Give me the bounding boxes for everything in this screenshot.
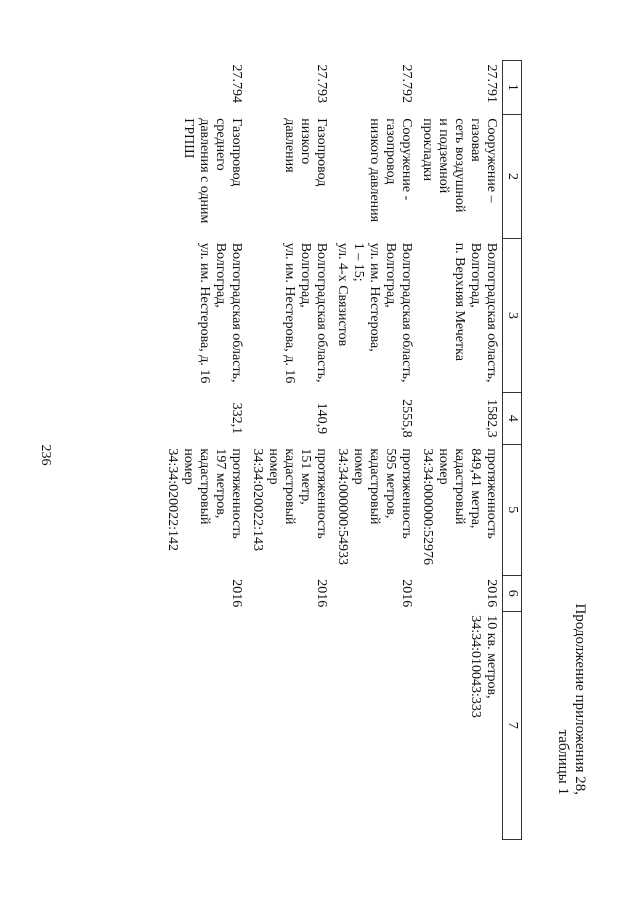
- row-number: 27.792: [399, 64, 414, 103]
- object-address: Волгоградская область, Волгоград, ул. им. Нестерова, д. 16: [197, 242, 244, 384]
- object-extra: 10 кв. метров, 34:34:010043:333: [468, 615, 499, 718]
- object-name: Сооружение - газопровод низкого давления: [367, 118, 414, 223]
- object-extra: [332, 611, 417, 839]
- column-number: 2: [503, 114, 522, 238]
- object-name: Газопровод среднего давления с одним ГРПШ: [181, 118, 244, 224]
- column-number: 5: [503, 444, 522, 575]
- row-number: 27.791: [484, 64, 499, 103]
- object-address: Волгоградская область, Волгоград, ул. им. Нестерова, д. 16: [282, 242, 329, 384]
- object-details: протяженность 849,41 метра, кадастровый номер 34:34:000000:52976: [420, 448, 499, 566]
- table-row: [417, 61, 503, 840]
- object-address: Волгоградская область, Волгоград, ул. им. Нестерова, 1 – 15; ул. 4-х Связистов: [335, 242, 414, 383]
- object-year: 2016: [314, 579, 329, 608]
- column-number: 1: [503, 61, 522, 115]
- column-number: 4: [503, 392, 522, 444]
- column-number: 7: [503, 611, 522, 839]
- page-number: 236: [38, 444, 53, 466]
- table-row: [162, 61, 247, 840]
- column-number: 6: [503, 575, 522, 611]
- registry-table: [162, 60, 522, 840]
- object-area: 332,1: [229, 402, 244, 435]
- row-number: 27.793: [314, 64, 329, 103]
- object-year: 2016: [484, 579, 499, 608]
- column-number: 3: [503, 239, 522, 393]
- object-details: протяженность 151 метр, кадастровый номер 34:34:020022:143: [250, 448, 329, 552]
- object-extra: [162, 611, 247, 839]
- object-year: 2016: [229, 579, 244, 608]
- object-details: протяженность 197 метров, кадастровый номер 34:34:020022:142: [165, 448, 244, 552]
- table-row: [332, 61, 417, 840]
- table-row: [247, 61, 332, 840]
- column-number-row: [503, 61, 522, 840]
- object-extra: [247, 611, 332, 839]
- row-number: 27.794: [229, 64, 244, 103]
- object-address: Волгоградская область, Волгоград, п. Верхняя Мечетка: [452, 242, 499, 383]
- object-year: 2016: [399, 579, 414, 608]
- object-area: 2555,8: [399, 399, 414, 438]
- caption-line-2: таблицы 1: [555, 729, 571, 795]
- object-name: Газопровод низкого давления: [282, 118, 329, 187]
- object-area: 1582,3: [484, 399, 499, 438]
- object-area: 140,9: [314, 402, 329, 435]
- object-details: протяженность 595 метров, кадастровый номер 34:34:000000:54933: [335, 448, 414, 566]
- caption-line-1: Продолжение приложения 28,: [572, 603, 588, 795]
- object-name: Сооружение – газовая сеть воздушной и подземной прокладки: [420, 118, 499, 213]
- table-caption: [554, 603, 588, 795]
